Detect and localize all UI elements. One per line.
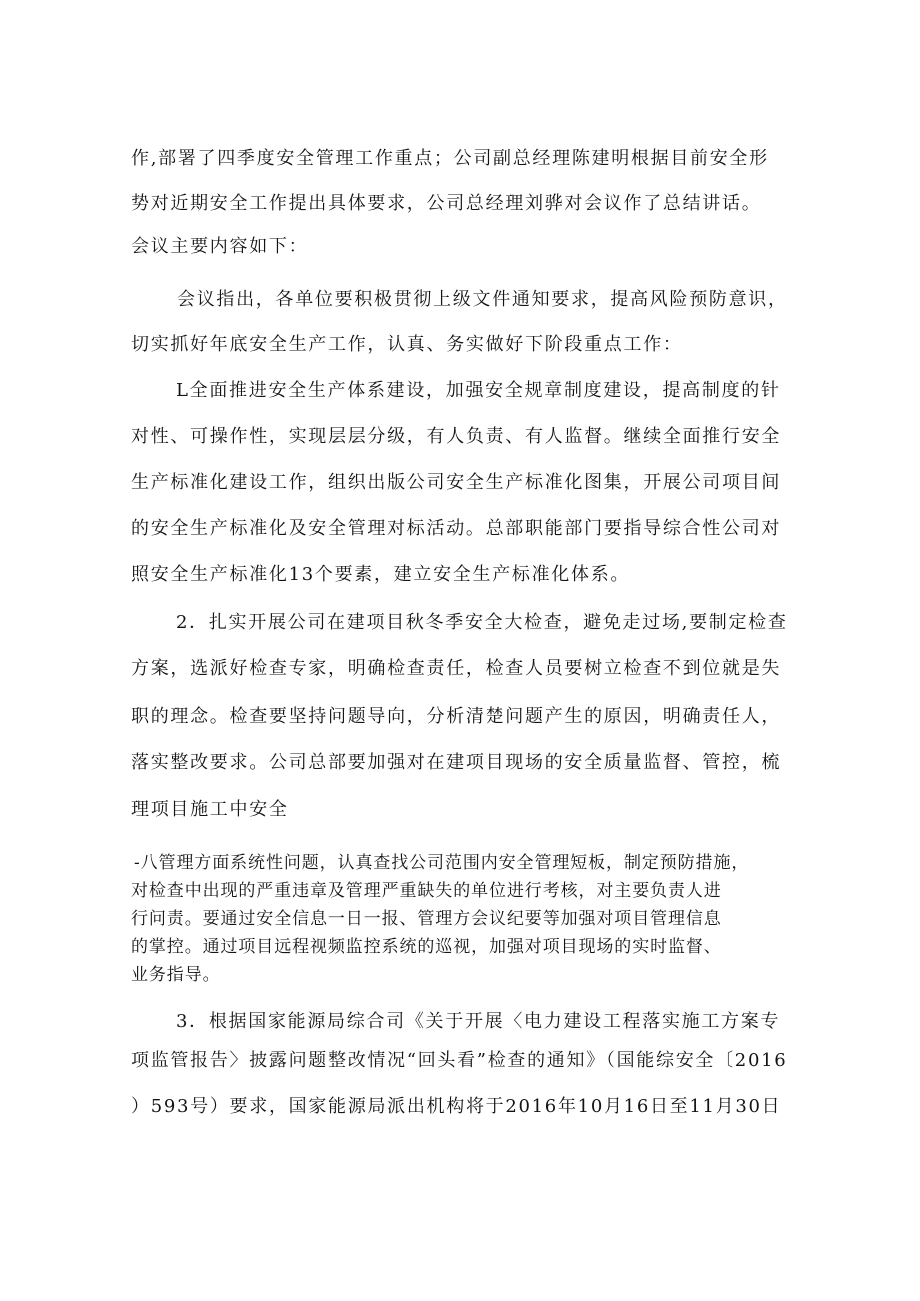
text-line: 切实抓好年底安全生产工作，认真、务实做好下阶段重点工作： xyxy=(131,334,683,355)
text-line: 3．根据国家能源局综合司《关于开展〈电力建设工程落实施工方案专 xyxy=(176,1011,781,1032)
text-line: 业务指导。 xyxy=(131,965,221,985)
text-line: 职的理念。检查要坚持问题导向，分析清楚问题产生的原因，明确责任人， xyxy=(131,706,782,727)
text-line: 落实整改要求。公司总部要加强对在建项目现场的安全质量监督、管控，梳 xyxy=(131,752,782,773)
text-line: 会议主要内容如下： xyxy=(131,236,309,257)
text-line: 的安全生产标准化及安全管理对标活动。总部职能部门要指导综合性公司对 xyxy=(131,518,782,539)
text-line: 势对近期安全工作提出具体要求，公司总经理刘骅对会议作了总结讲话。 xyxy=(131,193,762,214)
text-line: 理项目施工中安全 xyxy=(131,799,289,820)
text-line: 2．扎实开展公司在建项目秋冬季安全大检查，避免走过场,要制定检查 xyxy=(176,612,788,633)
text-line: 的掌控。通过项目远程视频监控系统的巡视，加强对项目现场的实时监督、 xyxy=(131,937,722,957)
text-line: 照安全生产标准化13个要素，建立安全生产标准化体系。 xyxy=(131,564,631,585)
text-line: 对性、可操作性，实现层层分级，有人负责、有人监督。继续全面推行安全 xyxy=(131,426,782,447)
text-line: 对检查中出现的严重违章及管理严重缺失的单位进行考核，对主要负责人进 xyxy=(131,881,722,901)
text-line: L全面推进安全生产体系建设，加强安全规章制度建设，提高制度的针 xyxy=(176,380,781,401)
text-line: 作,部署了四季度安全管理工作重点；公司副总经理陈建明根据目前安全形 xyxy=(131,148,769,169)
text-line: 项监管报告〉披露问题整改情况“回头看”检查的通知》（国能综安全〔2016 xyxy=(131,1050,788,1071)
text-line: 生产标准化建设工作，组织出版公司安全生产标准化图集，开展公司项目间 xyxy=(131,472,782,493)
text-line: 方案，选派好检查专家，明确检查责任，检查人员要树立检查不到位就是失 xyxy=(131,658,782,679)
text-line: 行问责。要通过安全信息一日一报、管理方会议纪要等加强对项目管理信息 xyxy=(131,909,722,929)
text-line: ）593号）要求，国家能源局派出机构将于2016年10月16日至11月30日 xyxy=(131,1096,782,1117)
text-line: 会议指出，各单位要积极贯彻上级文件通知要求，提高风险预防意识， xyxy=(177,289,788,310)
text-line: -八管理方面系统性问题，认真查找公司范围内安全管理短板，制定预防措施， xyxy=(134,853,750,873)
